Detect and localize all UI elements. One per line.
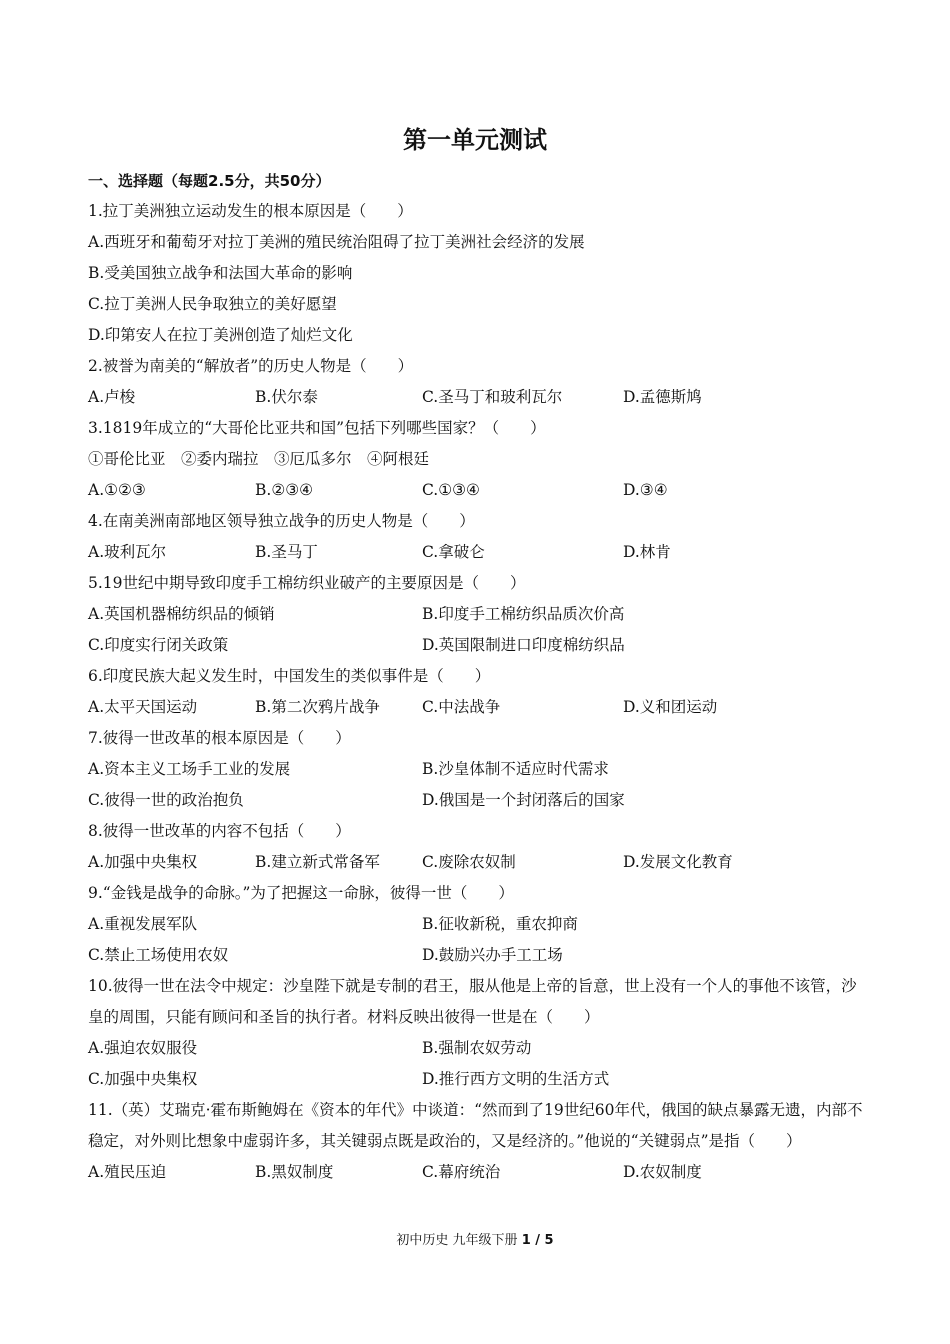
question-10-option-b: B.强制农奴劳动 (422, 1039, 532, 1057)
question-3-option-b: B.②③④ (255, 481, 314, 499)
question-7-option-a: A.资本主义工场手工业的发展 (88, 760, 291, 778)
question-5-option-a: A.英国机器棉纺织品的倾销 (88, 605, 275, 623)
page-number: 1 / 5 (521, 1233, 554, 1248)
question-4-option-b: B.圣马丁 (255, 543, 318, 561)
question-7-options-row2 (88, 785, 868, 816)
question-9-option-d: D.鼓励兴办手工工场 (422, 946, 563, 964)
question-list (88, 196, 868, 1188)
question-8-option-a: A.加强中央集权 (88, 853, 198, 871)
question-5-stem: 5.19世纪中期导致印度手工棉纺织业破产的主要原因是（ ） (88, 574, 526, 592)
question-10-stem: 10.彼得一世在法令中规定：沙皇陛下就是专制的君王，服从他是上帝的旨意，世上没有一个人的事他不该管，沙皇的周围，只能有顾问和圣旨的执行者。材料反映出彼得一世是在（ ） (88, 977, 857, 1026)
question-11-options (88, 1157, 868, 1188)
question-9-option-b: B.征收新税，重农抑商 (422, 915, 578, 933)
question-2-stem: 2.被誉为南美的“解放者”的历史人物是（ ） (88, 357, 414, 375)
question-2-option-a: A.卢梭 (88, 388, 136, 406)
question-2-options (88, 382, 868, 413)
question-6-option-c: C.中法战争 (422, 698, 501, 716)
question-8-option-d: D.发展文化教育 (623, 853, 733, 871)
question-10-options-row1 (88, 1033, 868, 1064)
question-1-stem: 1.拉丁美洲独立运动发生的根本原因是（ ） (88, 202, 413, 220)
question-5-option-c: C.印度实行闭关政策 (88, 636, 229, 654)
question-3-stem: 3.1819年成立的“大哥伦比亚共和国”包括下列哪些国家？（ ） (88, 419, 546, 437)
question-6-option-b: B.第二次鸦片战争 (255, 698, 380, 716)
question-10-option-d: D.推行西方文明的生活方式 (422, 1070, 610, 1088)
question-2-option-c: C.圣马丁和玻利瓦尔 (422, 388, 563, 406)
question-11-option-a: A.殖民压迫 (88, 1163, 167, 1181)
question-5-options-row2 (88, 630, 868, 661)
question-11-option-d: D.农奴制度 (623, 1163, 702, 1181)
question-6-options (88, 692, 868, 723)
question-7-option-c: C.彼得一世的政治抱负 (88, 791, 244, 809)
question-7-stem: 7.彼得一世改革的根本原因是（ ） (88, 729, 351, 747)
question-3-option-d: D.③④ (623, 481, 668, 499)
question-10-option-a: A.强迫农奴服役 (88, 1039, 198, 1057)
question-4-option-a: A.玻利瓦尔 (88, 543, 167, 561)
question-10-option-c: C.加强中央集权 (88, 1070, 198, 1088)
question-5-options-row1 (88, 599, 868, 630)
question-6-option-a: A.太平天国运动 (88, 698, 198, 716)
question-5-option-b: B.印度手工棉纺织品质次价高 (422, 605, 625, 623)
question-4-option-c: C.拿破仑 (422, 543, 485, 561)
page-title: 第一单元测试 (403, 126, 547, 154)
question-4-options (88, 537, 868, 568)
question-1-option-d: D.印第安人在拉丁美洲创造了灿烂文化 (88, 326, 353, 344)
question-5-option-d: D.英国限制进口印度棉纺织品 (422, 636, 625, 654)
question-9-stem: 9.“金钱是战争的命脉。”为了把握这一命脉，彼得一世（ ） (88, 884, 514, 902)
question-6-stem: 6.印度民族大起义发生时，中国发生的类似事件是（ ） (88, 667, 491, 685)
footer-label: 初中历史 九年级下册 (396, 1233, 518, 1248)
question-3-option-c: C.①③④ (422, 481, 480, 499)
page-footer (0, 1229, 950, 1248)
question-3-items: ①哥伦比亚 ②委内瑞拉 ③厄瓜多尔 ④阿根廷 (88, 450, 430, 468)
question-1-option-c: C.拉丁美洲人民争取独立的美好愿望 (88, 295, 337, 313)
section-heading: 一、选择题（每题2.5分，共50分） (88, 172, 331, 190)
question-9-options-row2 (88, 940, 868, 971)
question-7-option-d: D.俄国是一个封闭落后的国家 (422, 791, 625, 809)
question-11-option-b: B.黑奴制度 (255, 1163, 334, 1181)
question-1-option-b: B.受美国独立战争和法国大革命的影响 (88, 264, 353, 282)
question-9-options-row1 (88, 909, 868, 940)
question-4-stem: 4.在南美洲南部地区领导独立战争的历史人物是（ ） (88, 512, 475, 530)
question-7-option-b: B.沙皇体制不适应时代需求 (422, 760, 609, 778)
question-3-options (88, 475, 868, 506)
question-7-options-row1 (88, 754, 868, 785)
question-4-option-d: D.林肯 (623, 543, 671, 561)
question-9-option-a: A.重视发展军队 (88, 915, 198, 933)
question-2-option-d: D.孟德斯鸠 (623, 388, 702, 406)
question-1-option-a: A.西班牙和葡萄牙对拉丁美洲的殖民统治阻碍了拉丁美洲社会经济的发展 (88, 233, 585, 251)
question-8-options (88, 847, 868, 878)
question-10-options-row2 (88, 1064, 868, 1095)
question-8-option-b: B.建立新式常备军 (255, 853, 380, 871)
question-3-option-a: A.①②③ (88, 481, 146, 499)
question-9-option-c: C.禁止工场使用农奴 (88, 946, 229, 964)
question-6-option-d: D.义和团运动 (623, 698, 718, 716)
question-2-option-b: B.伏尔泰 (255, 388, 318, 406)
question-11-stem: 11.（英）艾瑞克·霍布斯鲍姆在《资本的年代》中谈道：“然而到了19世纪60年代，俄国的缺点暴露无遗，内部不稳定，对外则比想象中虚弱许多，其关键弱点既是政治的，又是经济的。”他说的“关键弱点”是指（ ） (88, 1101, 863, 1150)
question-8-stem: 8.彼得一世改革的内容不包括（ ） (88, 822, 351, 840)
question-8-option-c: C.废除农奴制 (422, 853, 516, 871)
question-11-option-c: C.幕府统治 (422, 1163, 501, 1181)
